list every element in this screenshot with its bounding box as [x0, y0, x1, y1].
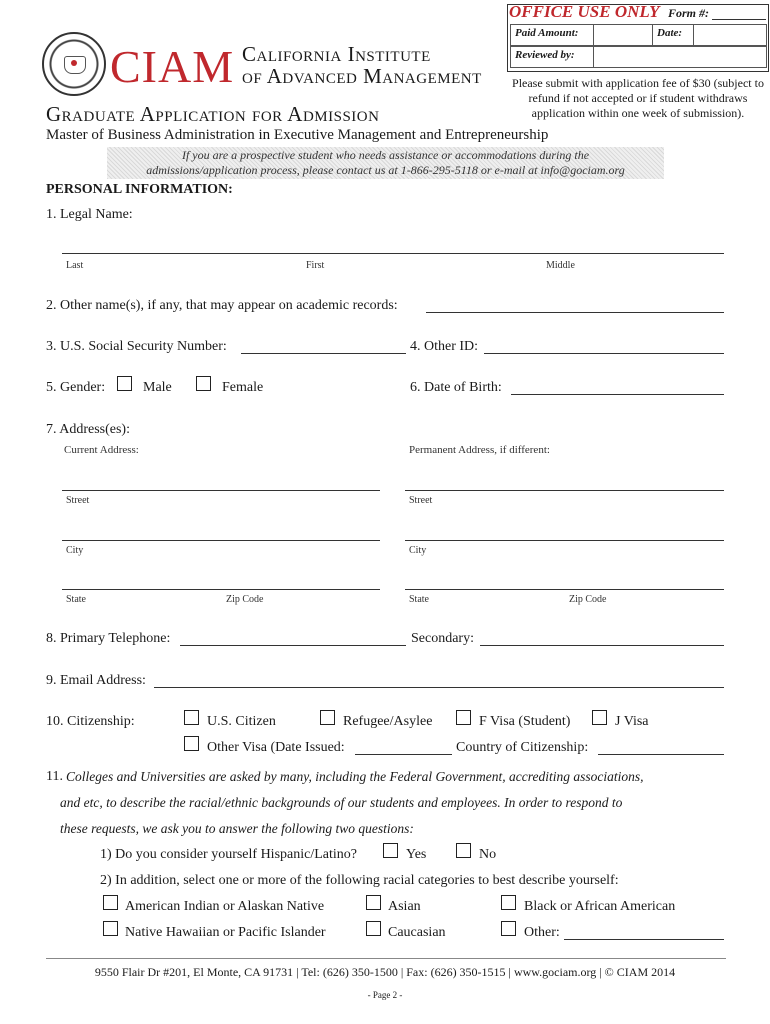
- permanent-state-caption: State: [409, 594, 429, 605]
- current-state-caption: State: [66, 594, 86, 605]
- assistance-banner: [107, 147, 664, 179]
- american-indian-checkbox[interactable]: [103, 895, 118, 910]
- black-checkbox[interactable]: [501, 895, 516, 910]
- q11-number: 11.: [46, 769, 63, 784]
- current-city-field[interactable]: [62, 540, 380, 541]
- dob-field[interactable]: [511, 394, 724, 395]
- footer-divider: [46, 958, 726, 959]
- ssn-field[interactable]: [241, 353, 406, 354]
- current-state-zip-field[interactable]: [62, 589, 380, 590]
- fee-note: Please submit with application fee of $30 (subject to refund if not accepted or if student withdraws application within one week of submission).: [512, 76, 764, 120]
- section-title: PERSONAL INFORMATION:: [46, 182, 233, 197]
- gender-female-checkbox[interactable]: [196, 376, 211, 391]
- hispanic-no-checkbox[interactable]: [456, 843, 471, 858]
- other-race-checkbox[interactable]: [501, 921, 516, 936]
- page-title: Graduate Application for Admission: [46, 102, 380, 126]
- refugee-label: Refugee/Asylee: [343, 714, 433, 729]
- gender-male-label: Male: [143, 380, 172, 395]
- other-race-field[interactable]: [564, 939, 724, 940]
- paid-amount-field[interactable]: [593, 24, 653, 46]
- secondary-phone-field[interactable]: [480, 645, 724, 646]
- ssn-label: 3. U.S. Social Security Number:: [46, 339, 227, 354]
- country-field[interactable]: [598, 754, 724, 755]
- reviewed-by-label: Reviewed by:: [510, 46, 594, 68]
- banner-line2: admissions/application process, please contact us at 1-866-295-5118 or e-mail at info@gociam.org: [146, 163, 625, 177]
- american-indian-label: American Indian or Alaskan Native: [125, 899, 325, 914]
- date-field[interactable]: [693, 24, 767, 46]
- ciam-logo-text: CIAM: [110, 41, 235, 92]
- caucasian-label: Caucasian: [388, 925, 446, 940]
- page-number: - Page 2 -: [367, 990, 403, 1000]
- ciam-seal-logo: [42, 32, 106, 96]
- us-citizen-checkbox[interactable]: [184, 710, 199, 725]
- citizenship-label: 10. Citizenship:: [46, 714, 135, 729]
- current-street-caption: Street: [66, 495, 90, 506]
- hispanic-question: 1) Do you consider yourself Hispanic/Latino?: [100, 847, 357, 862]
- form-number-label: Form #:: [668, 6, 710, 20]
- permanent-street-caption: Street: [409, 495, 433, 506]
- f-visa-label: F Visa (Student): [479, 714, 571, 729]
- current-zip-caption: Zip Code: [226, 594, 264, 605]
- black-label: Black or African American: [524, 899, 676, 914]
- institute-name-line1: California Institute: [242, 42, 431, 66]
- other-race-label: Other:: [524, 925, 560, 940]
- first-name-caption: First: [306, 260, 325, 271]
- permanent-street-field[interactable]: [405, 490, 724, 491]
- q11-intro-line2: and etc, to describe the racial/ethnic backgrounds of our students and employees. In order to respond to: [60, 795, 623, 810]
- current-city-caption: City: [66, 545, 84, 556]
- date-label: Date:: [652, 24, 694, 46]
- refugee-checkbox[interactable]: [320, 710, 335, 725]
- gender-female-label: Female: [222, 380, 264, 395]
- other-visa-label: Other Visa (Date Issued:: [207, 740, 345, 755]
- f-visa-checkbox[interactable]: [456, 710, 471, 725]
- reviewed-by-field[interactable]: [593, 46, 767, 68]
- middle-name-caption: Middle: [546, 260, 575, 271]
- asian-checkbox[interactable]: [366, 895, 381, 910]
- email-field[interactable]: [154, 687, 724, 688]
- other-names-field[interactable]: [426, 312, 724, 313]
- legal-name-label: 1. Legal Name:: [46, 207, 133, 222]
- other-visa-checkbox[interactable]: [184, 736, 199, 751]
- hispanic-no-label: No: [479, 847, 497, 862]
- addresses-label: 7. Address(es):: [46, 422, 130, 437]
- other-id-label: 4. Other ID:: [410, 339, 479, 354]
- banner-line1: If you are a prospective student who needs assistance or accommodations during the: [181, 148, 590, 162]
- j-visa-checkbox[interactable]: [592, 710, 607, 725]
- last-name-caption: Last: [66, 260, 84, 271]
- q11-intro-line1: Colleges and Universities are asked by many, including the Federal Government, accrediting associations,: [66, 769, 644, 784]
- permanent-zip-caption: Zip Code: [569, 594, 607, 605]
- paid-amount-label: Paid Amount:: [510, 24, 594, 46]
- gender-label: 5. Gender:: [46, 380, 106, 395]
- hispanic-yes-label: Yes: [406, 847, 427, 862]
- form-number-field[interactable]: [712, 19, 766, 20]
- current-address-label: Current Address:: [64, 444, 139, 456]
- program-subtitle: Master of Business Administration in Executive Management and Entrepreneurship: [46, 127, 549, 143]
- country-label: Country of Citizenship:: [456, 740, 589, 755]
- permanent-address-label: Permanent Address, if different:: [409, 444, 550, 456]
- other-id-field[interactable]: [484, 353, 724, 354]
- hispanic-yes-checkbox[interactable]: [383, 843, 398, 858]
- native-hawaiian-checkbox[interactable]: [103, 921, 118, 936]
- gender-male-checkbox[interactable]: [117, 376, 132, 391]
- primary-phone-label: 8. Primary Telephone:: [46, 631, 171, 646]
- institute-name-line2: of Advanced Management: [242, 64, 482, 88]
- j-visa-label: J Visa: [615, 714, 649, 729]
- asian-label: Asian: [388, 899, 421, 914]
- other-names-label: 2. Other name(s), if any, that may appear on academic records:: [46, 298, 398, 313]
- permanent-city-field[interactable]: [405, 540, 724, 541]
- us-citizen-label: U.S. Citizen: [207, 714, 276, 729]
- legal-name-field[interactable]: [62, 253, 724, 254]
- race-question: 2) In addition, select one or more of the following racial categories to best describe yourself:: [100, 873, 619, 888]
- dob-label: 6. Date of Birth:: [410, 380, 502, 395]
- q11-intro-line3: these requests, we ask you to answer the following two questions:: [60, 821, 414, 836]
- email-label: 9. Email Address:: [46, 673, 146, 688]
- office-use-heading: OFFICE USE ONLY: [509, 2, 660, 21]
- native-hawaiian-label: Native Hawaiian or Pacific Islander: [125, 925, 326, 940]
- permanent-state-zip-field[interactable]: [405, 589, 724, 590]
- current-street-field[interactable]: [62, 490, 380, 491]
- caucasian-checkbox[interactable]: [366, 921, 381, 936]
- secondary-phone-label: Secondary:: [411, 631, 474, 646]
- permanent-city-caption: City: [409, 545, 427, 556]
- primary-phone-field[interactable]: [180, 645, 406, 646]
- visa-date-field[interactable]: [355, 754, 452, 755]
- footer-address: 9550 Flair Dr #201, El Monte, CA 91731 | Tel: (626) 350-1500 | Fax: (626) 350-1515 | www.gociam.org | © CIAM 2014: [94, 965, 676, 979]
